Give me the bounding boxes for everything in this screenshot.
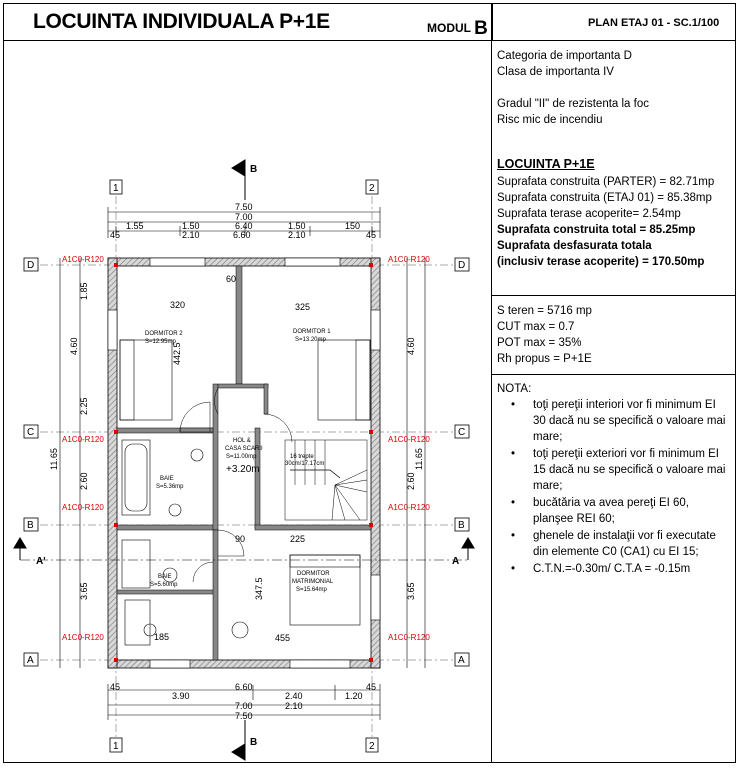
dim-label: 6.60 (235, 682, 253, 692)
rh-line: Rh propus = P+1E (497, 353, 592, 365)
dim-label: 1.85 (79, 282, 89, 300)
fire-label: A1C0-R120 (62, 255, 104, 264)
dim-label: 45 (110, 230, 121, 240)
dim-label: 320 (170, 300, 186, 310)
notes-list (497, 397, 729, 577)
axis-B-right: B (458, 520, 465, 531)
axis-2-top: 2 (369, 183, 375, 194)
dim-label: 347.5 (254, 577, 264, 600)
room-area: S=15.64mp (296, 587, 327, 593)
dim-label: 1.55 (126, 221, 144, 231)
modul-value: B (474, 18, 488, 39)
dim-label: 1.20 (345, 691, 363, 701)
interior-walls (117, 266, 371, 660)
dim-label: 3.65 (406, 582, 416, 600)
area-desfasurata-2: (inclusiv terase acoperite) = 170.50mp (497, 256, 705, 268)
section-markers (14, 160, 474, 760)
area-terase: Suprafata terase acoperite= 2.54mp (497, 208, 681, 220)
section-a-right: A (452, 556, 460, 567)
fire-markers (114, 263, 373, 662)
room-name: CASA SCARII (225, 446, 263, 452)
dim-label: 6.40 (235, 221, 253, 231)
section-a-left: A' (36, 556, 46, 567)
door-swings (180, 388, 292, 582)
room-area: S=12.95mp (145, 339, 176, 345)
stairs-label: 30cm/17.17cm (285, 461, 325, 467)
note-item: • ghenele de instalaţii vor fi executate din elemente C0 (CA1) cu EI 15; (511, 528, 729, 560)
dim-label: 3.65 (79, 582, 89, 600)
axis-1-bottom: 1 (113, 741, 119, 752)
dim-label: 2.10 (182, 230, 200, 240)
dim-label: 7.00 (235, 701, 253, 711)
exterior-walls (108, 258, 380, 668)
floor-plan (5, 42, 490, 762)
dim-label: 11.65 (49, 448, 59, 470)
section-b-bottom: B (250, 737, 258, 748)
notes-title: NOTA: (497, 383, 532, 395)
modul-text: MODUL (427, 21, 471, 35)
dim-label: 2.60 (406, 472, 416, 490)
header-divider (491, 3, 493, 41)
drawing-title: LOCUINTA INDIVIDUALA P+1E (33, 10, 330, 33)
staircase (285, 440, 367, 520)
dim-label: 60 (226, 274, 237, 284)
dim-label: 11.65 (414, 448, 424, 470)
room-name: BAIE (158, 574, 172, 580)
room-name: DORMITOR 2 (145, 331, 183, 337)
dim-label: 45 (366, 230, 377, 240)
fire-grade-line: Gradul "II" de rezistenta la foc (497, 98, 649, 110)
fire-label: A1C0-R120 (388, 633, 430, 642)
dim-label: 4.60 (69, 337, 79, 355)
cut-line: CUT max = 0.7 (497, 321, 575, 333)
room-area: S=5.60mp (150, 582, 178, 588)
divider-2 (492, 374, 735, 375)
room-name: BAIE (160, 476, 174, 482)
urban-block (497, 303, 592, 367)
axis-A-left: A (27, 655, 34, 666)
axis-D-left: D (27, 260, 35, 271)
fire-label: A1C0-R120 (62, 435, 104, 444)
dim-label: 7.50 (235, 202, 253, 212)
section-b-top: B (250, 164, 258, 175)
axis-D-right: D (458, 260, 466, 271)
dim-label: 4.60 (406, 337, 416, 355)
area-total: Suprafata construita total = 85.25mp (497, 224, 696, 236)
teren-line: S teren = 5716 mp (497, 305, 592, 317)
stairs-label: 16 trepte (290, 454, 314, 460)
importance-block (497, 48, 649, 128)
fire-risk-line: Risc mic de incendiu (497, 114, 603, 126)
fire-label: A1C0-R120 (62, 503, 104, 512)
class-line: Clasa de importanta IV (497, 66, 614, 78)
axis-1-top: 1 (113, 183, 119, 194)
windows (108, 258, 380, 668)
dim-label: 1.50 (288, 221, 306, 231)
note-item: • toţi pereţii exteriori vor fi minimum EI 15 dacă nu se specifică o valoare mai mare; (511, 446, 729, 494)
dim-label: 7.00 (235, 212, 253, 222)
title-block (3, 3, 736, 41)
divider-1 (492, 295, 735, 296)
section-title: LOCUINTA P+1E (497, 157, 595, 171)
axis-B-left: B (27, 520, 34, 531)
pot-line: POT max = 35% (497, 337, 582, 349)
notes-block (497, 381, 729, 578)
modul-label (427, 16, 488, 38)
category-line: Categoria de importanta D (497, 50, 632, 62)
note-item: • toţi pereţii interiori vor fi minimum EI 30 dacă nu se specifică o valoare mai mare; (511, 397, 729, 445)
area-desfasurata: Suprafata desfasurata totala (497, 240, 652, 252)
dim-label: 1.50 (182, 221, 200, 231)
dim-label: 7.50 (235, 711, 253, 721)
plan-label: PLAN ETAJ 01 - SC.1/100 (588, 17, 720, 29)
fire-label: A1C0-R120 (388, 503, 430, 512)
dim-label: 442.5 (172, 342, 182, 365)
axis-A-right: A (458, 655, 465, 666)
dim-label: 2.10 (288, 230, 306, 240)
dim-label: 3.90 (172, 691, 190, 701)
area-parter: Suprafata construita (PARTER) = 82.71mp (497, 176, 715, 188)
dim-label: 45 (366, 682, 377, 692)
areas-block (497, 156, 714, 270)
axis-C-left: C (27, 427, 35, 438)
dim-label: 90 (235, 534, 246, 544)
dim-label: 2.10 (285, 701, 303, 711)
area-etaj: Suprafata construita (ETAJ 01) = 85.38mp (497, 192, 712, 204)
fire-label: A1C0-R120 (388, 255, 430, 264)
room-area: S=11.00mp (226, 454, 257, 460)
room-area: S=5.36mp (156, 484, 184, 490)
fire-label: A1C0-R120 (388, 435, 430, 444)
fire-label: A1C0-R120 (62, 633, 104, 642)
dim-label: 455 (275, 633, 291, 643)
note-item: • C.T.N.=-0.30m/ C.T.A = -0.15m (511, 561, 729, 577)
dim-label: 45 (110, 682, 121, 692)
dim-label: 2.25 (79, 397, 89, 415)
dim-label: 2.60 (79, 472, 89, 490)
dim-label: 225 (290, 534, 306, 544)
level-label: +3.20m (226, 464, 260, 475)
axis-2-bottom: 2 (369, 741, 375, 752)
room-name: DORMITOR (297, 571, 330, 577)
info-panel (491, 41, 736, 763)
dim-label: 325 (295, 302, 311, 312)
dim-label: 2.40 (285, 691, 303, 701)
room-name: DORMITOR 1 (293, 329, 331, 335)
dim-label: 6.60 (233, 230, 251, 240)
room-area: S=13.20mp (295, 337, 326, 343)
dim-label: 150 (345, 221, 361, 231)
dim-label: 185 (154, 632, 170, 642)
room-name: MATRIMONIAL (292, 579, 334, 585)
note-item: • bucătăria va avea pereţi EI 60, planşee REI 60; (511, 495, 729, 527)
axis-C-right: C (458, 427, 466, 438)
room-name: HOL & (233, 438, 251, 444)
